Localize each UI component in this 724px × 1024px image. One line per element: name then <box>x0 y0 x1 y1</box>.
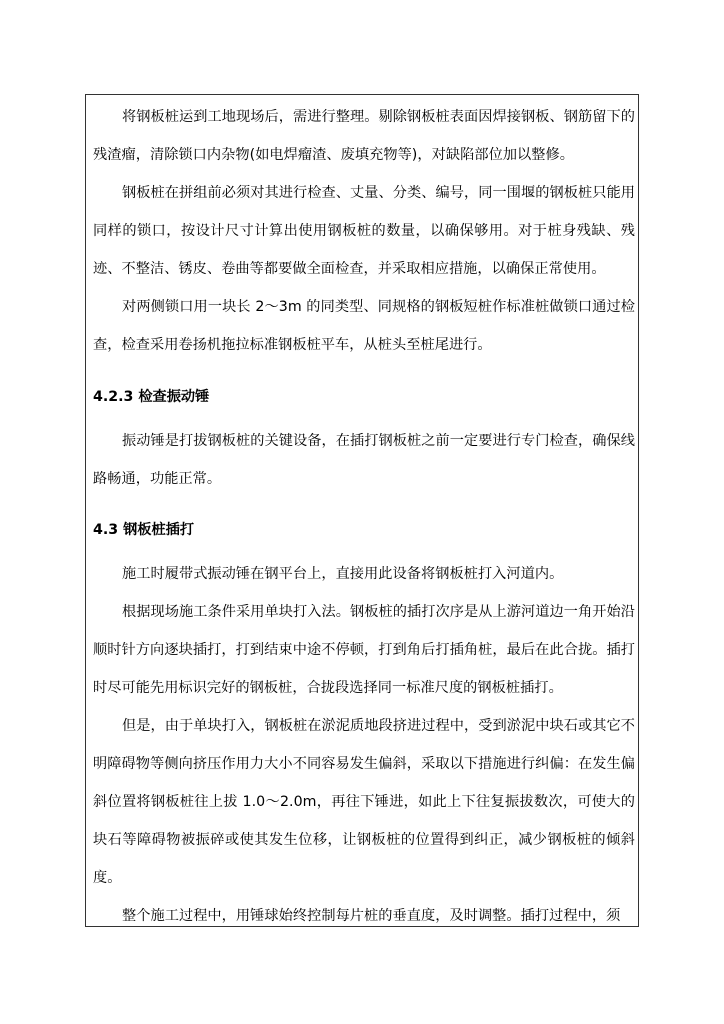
paragraph-lock-check <box>93 288 635 364</box>
heading-4-2-3: 4.2.3 检查振动锤 <box>93 389 210 405</box>
paragraph-cleanup-text: 将钢板桩运到工地现场后，需进行整理。剔除钢板桩表面因焊接钢板、钢筋留下的残渣瘤，清除锁口内杂物(如电焊瘤渣、废填充物等)，对缺陷部位加以整修。 <box>93 109 635 163</box>
document-frame <box>85 94 639 927</box>
paragraph-deviation-correction-text: 但是，由于单块打入，钢板桩在淤泥质地段挤进过程中，受到淤泥中块石或其它不明障碍物等侧向挤压作用力大小不同容易发生偏斜，采取以下措施进行纠偏：在发生偏斜位置将钢板桩往上拔 1.0～2.0m，再往下锤进，如此上下往复振拔数次，可使大的块石等障碍物被振碎或使其发生位移，让钢板桩的位置得到纠正，减少钢板桩的倾斜度。 <box>93 718 635 886</box>
paragraph-verticality-control-text: 整个施工过程中，用锤球始终控制每片桩的垂直度，及时调整。插打过程中，须 <box>122 908 621 924</box>
paragraph-driving-sequence-text: 根据现场施工条件采用单块打入法。钢板桩的插打次序是从上游河道边一角开始沿顺时针方向逐块插打，打到结束中途不停顿，打到角后打插角桩，最后在此合拢。插打时尽可能先用标识完好的钢板桩，合拢段选择同一标准尺度的钢板桩插打。 <box>93 604 635 696</box>
paragraph-verticality-control <box>93 897 635 935</box>
paragraph-vibratory-hammer-text: 振动锤是打拔钢板桩的关键设备，在插打钢板桩之前一定要进行专门检查，确保线路畅通，功能正常。 <box>93 433 635 487</box>
heading-4-3: 4.3 钢板桩插打 <box>93 522 195 538</box>
paragraph-crawler-hammer-text: 施工时履带式振动锤在钢平台上，直接用此设备将钢板桩打入河道内。 <box>122 566 564 582</box>
paragraph-vibratory-hammer <box>93 422 635 498</box>
paragraph-lock-check-text: 对两侧锁口用一块长 2～3m 的同类型、同规格的钢板短桩作标准桩做锁口通过检查，检查采用卷扬机拖拉标准钢板桩平车，从桩头至桩尾进行。 <box>93 299 635 353</box>
paragraph-inspection <box>93 174 635 288</box>
paragraph-inspection-text: 钢板桩在拼组前必须对其进行检查、丈量、分类、编号，同一围堰的钢板桩只能用同样的锁口，按设计尺寸计算出使用钢板桩的数量，以确保够用。对于桩身残缺、残迹、不整洁、锈皮、卷曲等都要做全面检查，并采取相应措施，以确保正常使用。 <box>93 185 635 277</box>
paragraph-cleanup <box>93 98 635 174</box>
paragraph-deviation-correction <box>93 707 635 897</box>
paragraph-crawler-hammer <box>93 555 635 593</box>
paragraph-driving-sequence <box>93 593 635 707</box>
